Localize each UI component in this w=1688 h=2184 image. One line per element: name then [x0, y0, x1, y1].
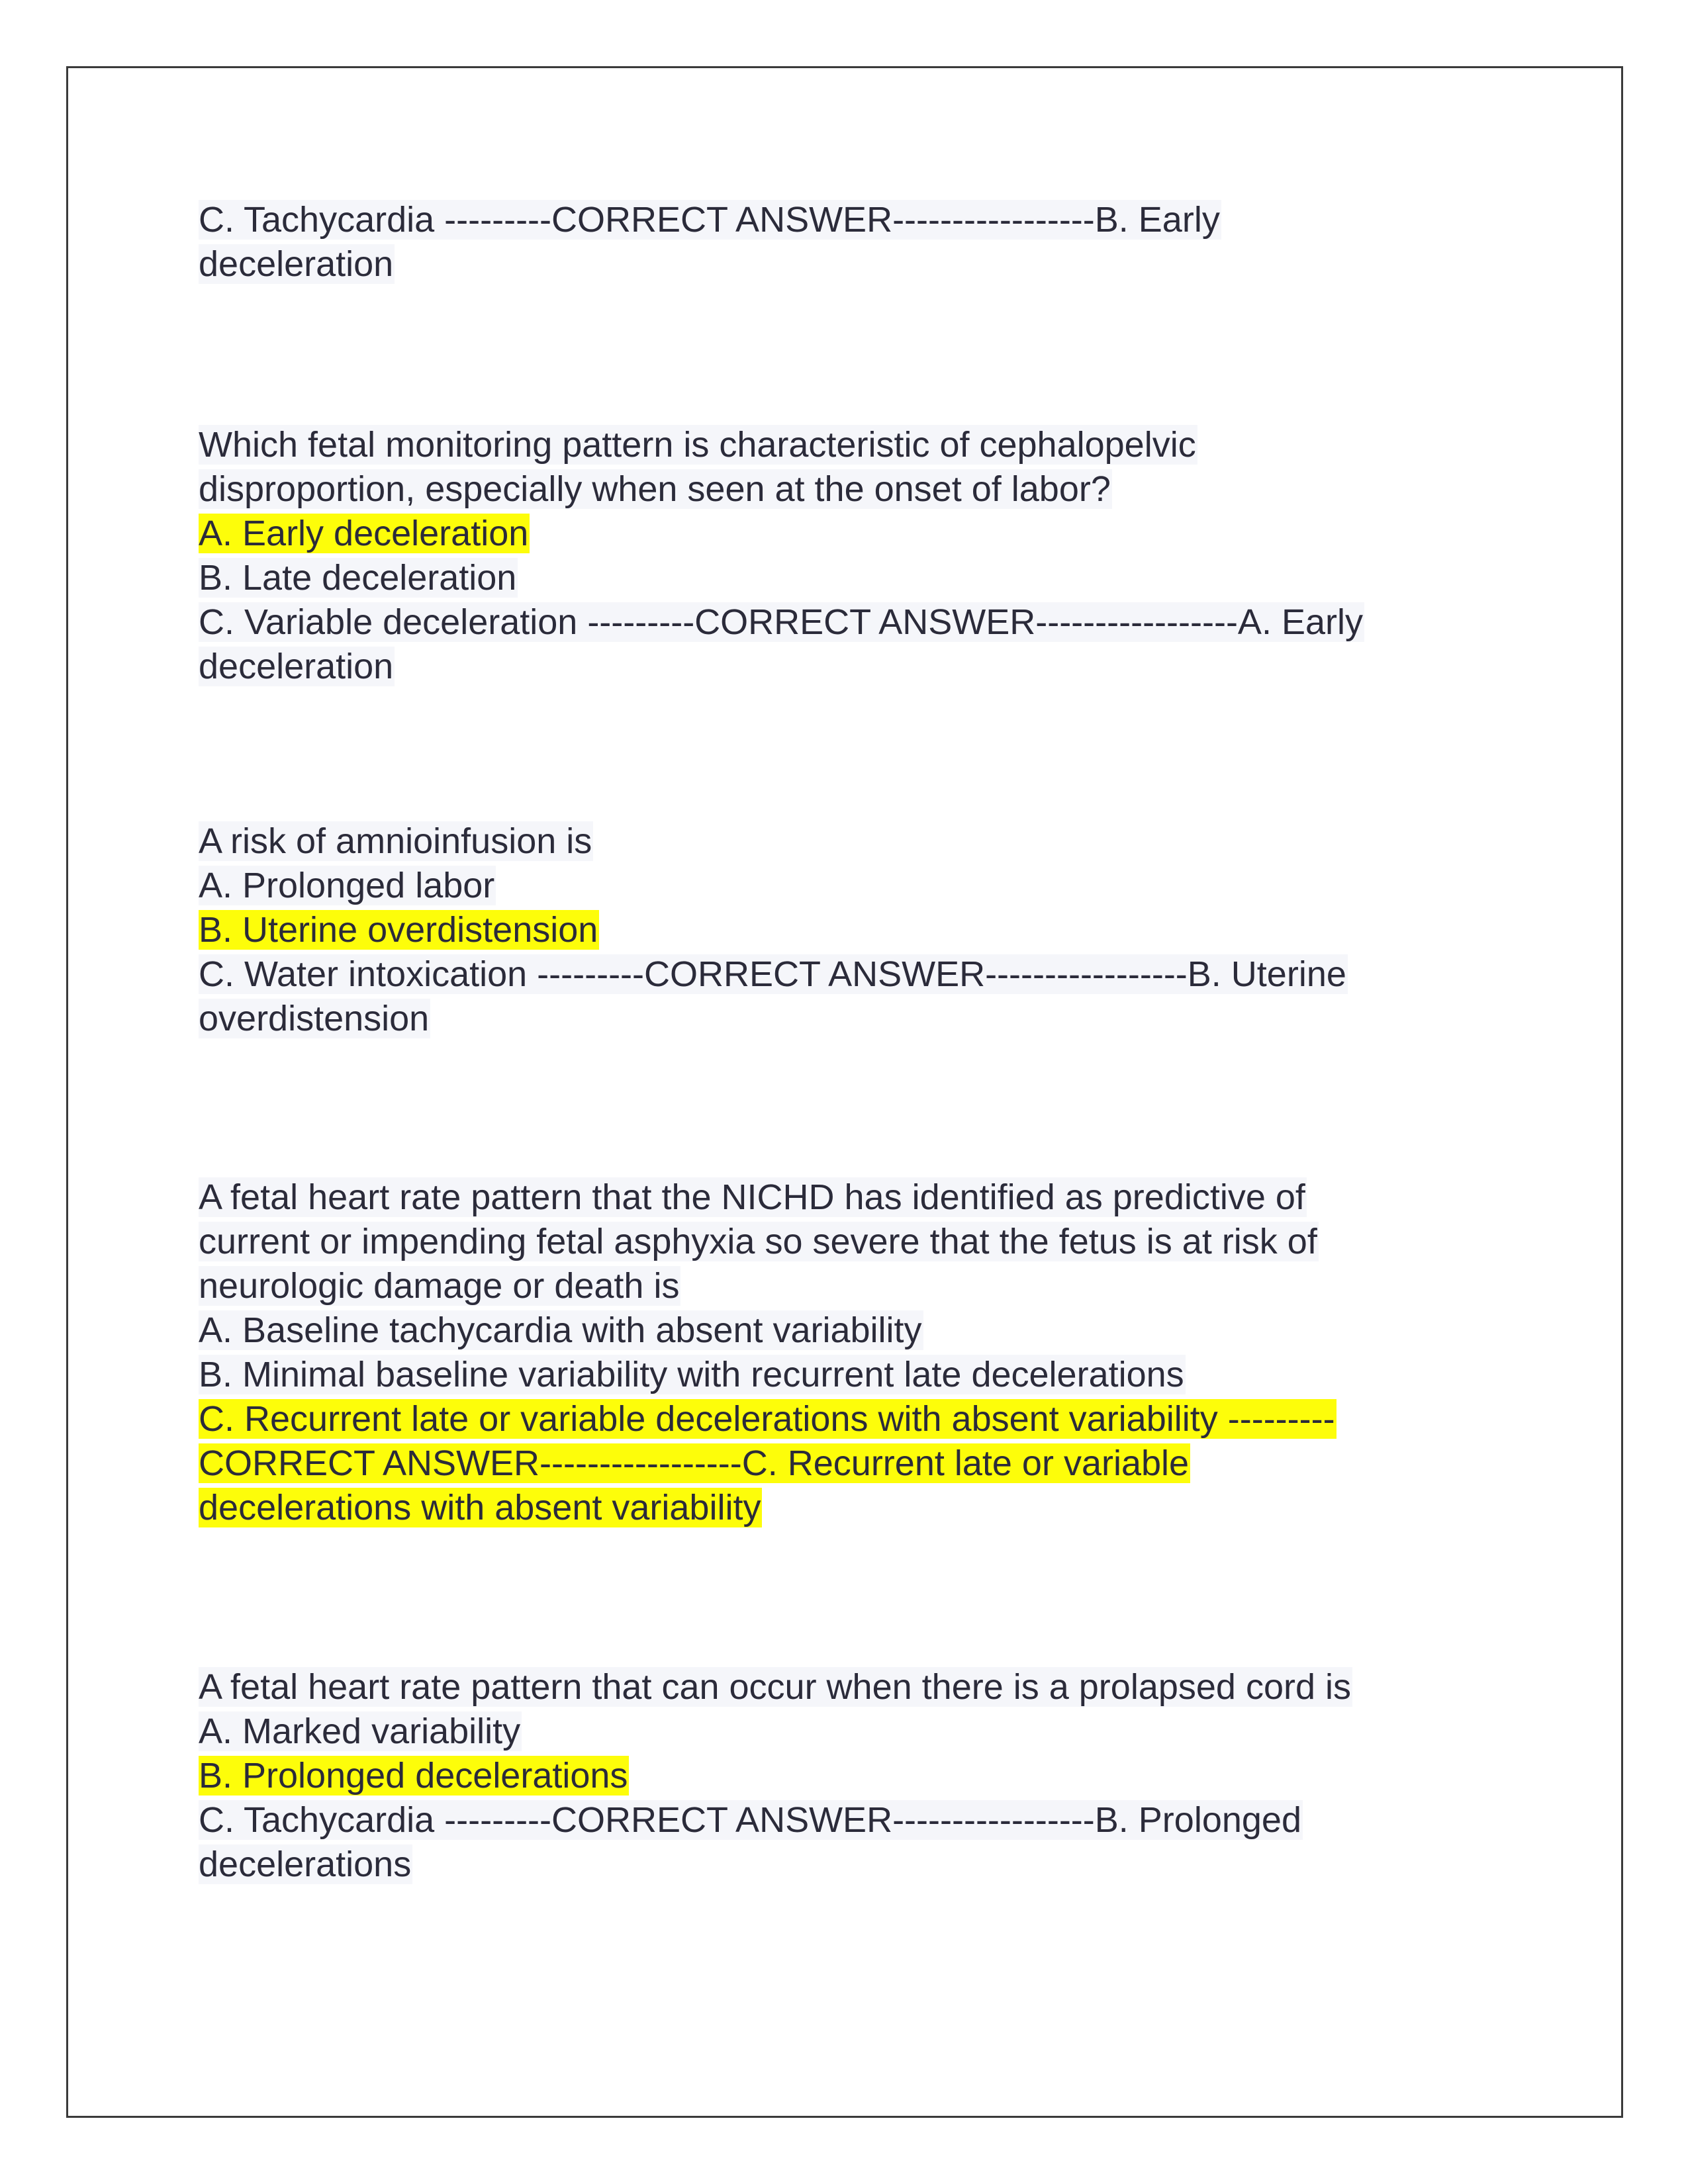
- question-text: neurologic damage or death is: [199, 1266, 680, 1306]
- question-text: disproportion, especially when seen at the onset of labor?: [199, 469, 1111, 509]
- question-block-2: [199, 423, 1483, 689]
- answer-option-highlighted: CORRECT ANSWER-----------------C. Recurrent late or variable: [199, 1443, 1190, 1483]
- text-line: deceleration: [199, 244, 394, 284]
- question-text: A fetal heart rate pattern that can occur when there is a prolapsed cord is: [199, 1667, 1351, 1707]
- answer-option: B. Late deceleration: [199, 558, 517, 598]
- answer-option: A. Marked variability: [199, 1711, 521, 1751]
- question-text: Which fetal monitoring pattern is characteristic of cephalopelvic: [199, 425, 1196, 465]
- question-block-4: [199, 1175, 1483, 1530]
- question-block-3: [199, 819, 1483, 1041]
- answer-option-highlighted: A. Early deceleration: [199, 514, 529, 553]
- answer-option: C. Variable deceleration ---------CORRECT ANSWER-----------------A. Early: [199, 602, 1363, 642]
- answer-option: decelerations: [199, 1844, 412, 1884]
- text-line: C. Tachycardia ---------CORRECT ANSWER-----------------B. Early: [199, 200, 1220, 240]
- answer-option-highlighted: C. Recurrent late or variable decelerations with absent variability ---------: [199, 1399, 1335, 1439]
- answer-option-highlighted: B. Uterine overdistension: [199, 910, 598, 950]
- answer-option: overdistension: [199, 999, 430, 1038]
- question-block-1: [199, 198, 1483, 287]
- answer-option: C. Water intoxication ---------CORRECT ANSWER-----------------B. Uterine: [199, 954, 1346, 994]
- answer-option: deceleration: [199, 647, 394, 686]
- answer-option: A. Prolonged labor: [199, 866, 495, 905]
- answer-option: C. Tachycardia ---------CORRECT ANSWER-----------------B. Prolonged: [199, 1800, 1301, 1840]
- question-text: A fetal heart rate pattern that the NICHD has identified as predictive of: [199, 1177, 1305, 1217]
- answer-option-highlighted: B. Prolonged decelerations: [199, 1756, 628, 1796]
- answer-option-highlighted: decelerations with absent variability: [199, 1488, 761, 1527]
- question-block-5: [199, 1665, 1483, 1887]
- answer-option: B. Minimal baseline variability with recurrent late decelerations: [199, 1355, 1184, 1394]
- answer-option: A. Baseline tachycardia with absent variability: [199, 1310, 922, 1350]
- question-text: current or impending fetal asphyxia so severe that the fetus is at risk of: [199, 1222, 1317, 1261]
- question-text: A risk of amnioinfusion is: [199, 821, 592, 861]
